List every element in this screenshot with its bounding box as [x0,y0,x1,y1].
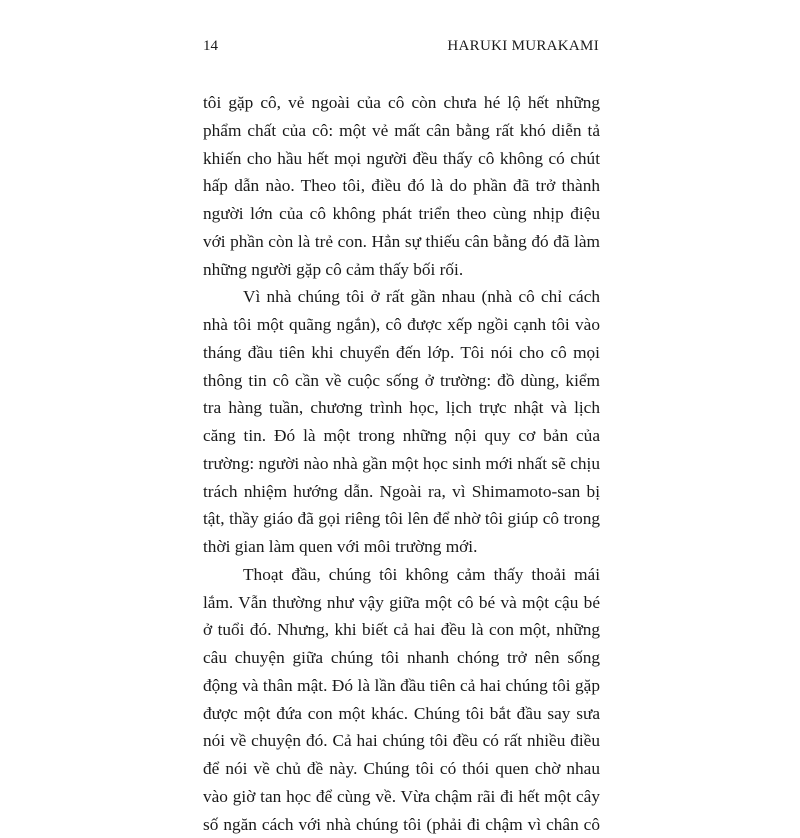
text-line: hấp dẫn nào. Theo tôi, điều đó là do phần đã trở thành [203,172,600,200]
text-line: tháng đầu tiên khi chuyển đến lớp. Tôi nói cho cô mọi [203,339,600,367]
text-line: lắm. Vẫn thường như vậy giữa một cô bé và một cậu bé [203,589,600,617]
text-line: Vì nhà chúng tôi ở rất gần nhau (nhà cô chỉ cách [203,283,600,311]
text-line: câu chuyện giữa chúng tôi nhanh chóng trở nên sống [203,644,600,672]
text-line: tra hàng tuần, chương trình học, lịch trực nhật và lịch [203,394,600,422]
text-line: trường: người nào nhà gần một học sinh mới nhất sẽ chịu [203,450,600,478]
page-header [203,38,599,60]
text-line: thời gian làm quen với môi trường mới. [203,533,600,561]
text-line: động và thân mật. Đó là lần đầu tiên cả hai chúng tôi gặp [203,672,600,700]
text-line: với phần còn là trẻ con. Hẳn sự thiếu cân bằng đó đã làm [203,228,600,256]
text-line: ở tuổi đó. Nhưng, khi biết cả hai đều là con một, những [203,616,600,644]
text-line: được một đứa con một khác. Chúng tôi bắt đầu say sưa [203,700,600,728]
text-line: để nói về chủ đề này. Chúng tôi có thói quen chờ nhau [203,755,600,783]
text-line: phẩm chất của cô: một vẻ mất cân bằng rất khó diễn tả [203,117,600,145]
text-line: nói về chuyện đó. Cả hai chúng tôi đều có rất nhiều điều [203,727,600,755]
text-line: khiến cho hầu hết mọi người đều thấy cô không có chút [203,145,600,173]
text-line: tật, thầy giáo đã gọi riêng tôi lên để nhờ tôi giúp cô trong [203,505,600,533]
page-number: 14 [203,38,218,55]
text-line: thông tin cô cần về cuộc sống ở trường: đồ dùng, kiểm [203,367,600,395]
text-line: số ngăn cách với nhà chúng tôi (phải đi chậm vì chân cô [203,811,600,838]
text-line: người lớn của cô không phát triển theo cùng nhịp điệu [203,200,600,228]
running-head-author: HARUKI MURAKAMI [447,38,599,55]
text-line: trách nhiệm hướng dẫn. Ngoài ra, vì Shimamoto-san bị [203,478,600,506]
text-line: những người gặp cô cảm thấy bối rối. [203,256,600,284]
text-line: nhà tôi một quãng ngắn), cô được xếp ngồi cạnh tôi vào [203,311,600,339]
text-line: căng tin. Đó là một trong những nội quy cơ bản của [203,422,600,450]
text-line: vào giờ tan học để cùng về. Vừa chậm rãi đi hết một cây [203,783,600,811]
text-line: Thoạt đầu, chúng tôi không cảm thấy thoải mái [203,561,600,589]
text-line: tôi gặp cô, vẻ ngoài của cô còn chưa hé lộ hết những [203,89,600,117]
body-text [203,89,600,838]
